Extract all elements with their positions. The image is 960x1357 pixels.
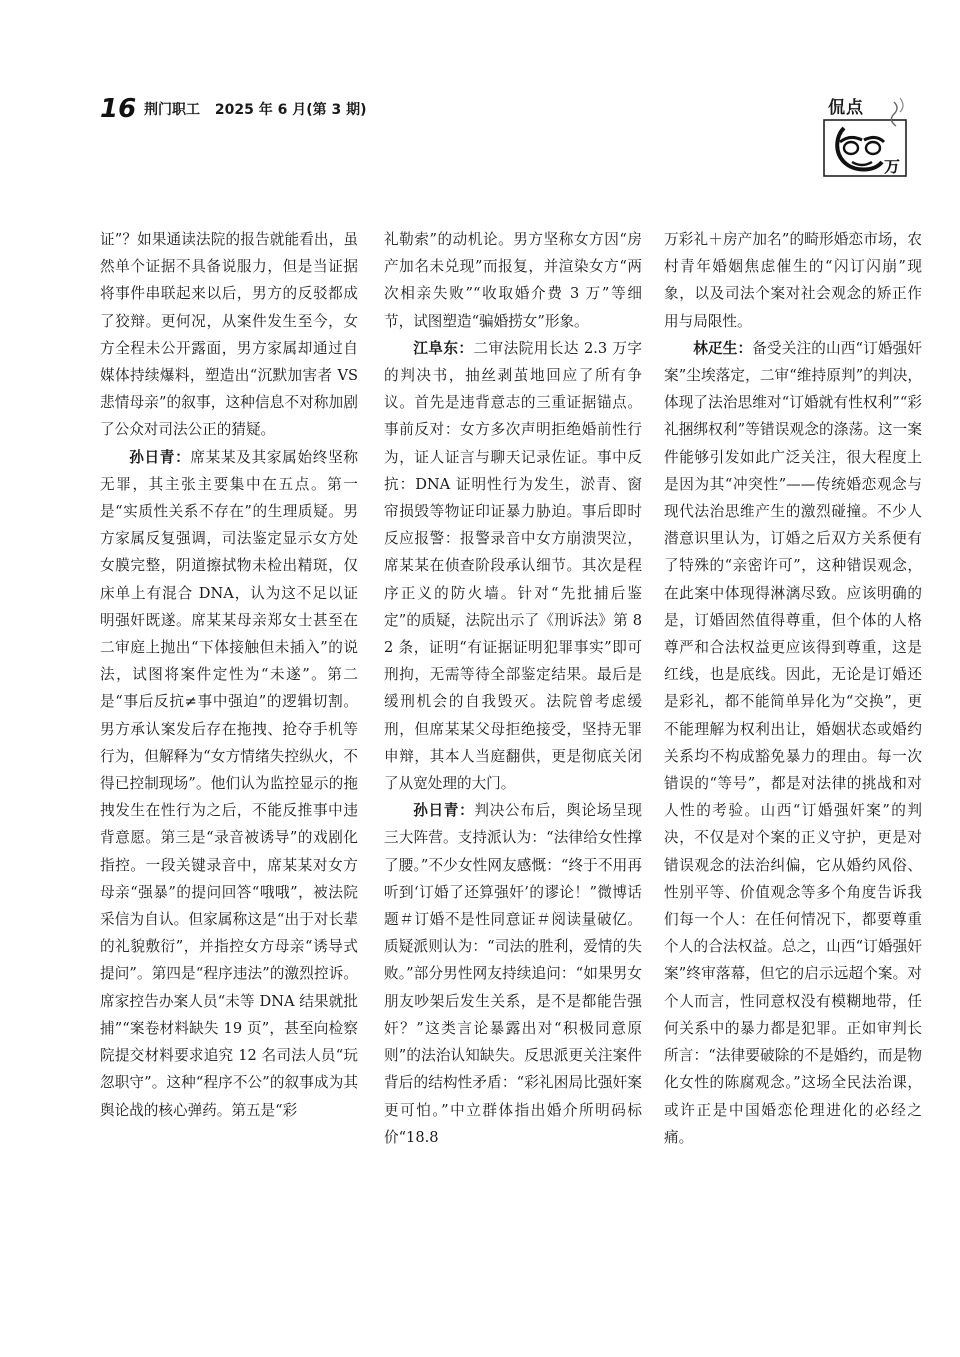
speaker-name: 孙日青： — [129, 448, 191, 466]
paragraph-text: 判决公布后，舆论场呈现三大阵营。支持派认为：“法律给女性撑了腰。”不少女性网友感慨：“终于不用再听到‘订婚了还算强奸’的谬论！”微博话题＃订婚不是性同意证＃阅读量破亿。质疑派则认为：“司法的胜利，爱情的失败。”部分男性网友持续追问：“如果男女朋友吵架后发生关系，是不是都能告强奸？”这类言论暴露出对“积极同意原则”的法治认知缺失。反思派更关注案件背后的结构性矛盾：“彩礼困局比强奸案更可怕。”中立群体指出婚介所明码标价“18.8 — [384, 802, 642, 1146]
paragraph-text: 证”？如果通读法院的报告就能看出，虽然单个证据不具备说服力，但是当证据将事件串联起来以后，男方的反驳都成了狡辩。更何况，从案件发生至今，女方全程未公开露面，男方家属却通过自媒体持续爆料，塑造出“沉默加害者 VS 悲情母亲”的叙事，这种信息不对称加剧了公众对司法公正的猜疑。 — [100, 231, 358, 439]
column-logo-text: 侃点 — [828, 98, 864, 118]
paragraph — [664, 335, 922, 1151]
publication-name: 荆门职工 — [144, 102, 200, 118]
paragraph-text: 备受关注的山西“订婚强奸案”尘埃落定，二审“维持原判”的判决，体现了法治思维对“订婚就有性权利”“彩礼捆绑权利”等错误观念的涤荡。这一案件能够引发如此广泛关注，很大程度上是因为其“冲突性”——传统婚恋观念与现代法治思维产生的激烈碰撞。不少人潜意识里认为，订婚之后双方关系便有了特殊的“亲密许可”，这种错误观念，在此案中体现得淋漓尽致。应该明确的是，订婚固然值得尊重，但个体的人格尊严和合法权益更应该得到尊重，这是红线，也是底线。因此，无论是订婚还是彩礼，都不能简单异化为“交换”，更不能理解为权利出让，婚姻状态或婚约关系均不构成豁免暴力的理由。每一次错误的“等号”，都是对法律的挑战和对人性的考验。山西“订婚强奸案”的判决，不仅是对个案的正义守护，更是对错误观念的法治纠偏，它从婚约风俗、性别平等、价值观念等多个角度告诉我们每一个人：在任何情况下，都要尊重个人的合法权益。总之，山西“订婚强奸案”终审落幕，但它的启示远超个案。对个人而言，性同意权没有模糊地带，任何关系中的暴力都是犯罪。正如审判长所言：“法律要破除的不是婚约，而是物化女性的陈腐观念。”这场全民法治课，或许正是中国婚恋伦理进化的必经之痛。 — [664, 339, 922, 1146]
text-column-2 — [384, 226, 642, 1151]
speaker-name: 林疋生： — [693, 339, 753, 357]
speaker-name: 孙日青： — [413, 802, 475, 820]
paragraph-text: 二审法院用长达 2.3 万字的判决书，抽丝剥茧地回应了所有争议。首先是违背意志的三重证据锚点。事前反对：女方多次声明拒绝婚前性行为，证人证言与聊天记录佐证。事中反抗：DNA 证明性行为发生，淤青、窗帘损毁等物证印证暴力胁迫。事后即时反应报警：报警录音中女方崩溃哭泣，席某某在侦查阶段承认细节。其次是程序正义的防火墙。针对“先批捕后鉴定”的质疑，法院出示了《刑诉法》第 82 条，证明“有证据证明犯罪事实”即可刑拘，无需等待全部鉴定结果。最后是缓刑机会的自我毁灭。法院曾考虑缓刑，但席某某父母拒绝接受，坚持无罪申辩，其本人当庭翻供，更是彻底关闭了从宽处理的大门。 — [384, 339, 642, 793]
speaker-name: 江阜东： — [413, 339, 474, 357]
paragraph — [664, 226, 922, 335]
paragraph — [100, 226, 358, 444]
page-number: 16 — [100, 94, 137, 124]
paragraph — [100, 444, 358, 1124]
paragraph — [384, 797, 642, 1151]
paragraph — [384, 335, 642, 797]
paragraph-text: 礼勒索”的动机论。男方坚称女方因“房产加名未兑现”而报复，并渲染女方“两次相亲失败”“收取婚介费 3 万”等细节，试图塑造“骗婚捞女”形象。 — [384, 231, 642, 330]
text-column-3 — [664, 226, 922, 1151]
paragraph-text: 席某某及其家属始终坚称无罪，其主张主要集中在五点。第一是“实质性关系不存在”的生理质疑。男方家属反复强调，司法鉴定显示女方处女膜完整，阴道擦拭物未检出精斑，仅床单上有混合 DNA，认为这不足以证明强奸既遂。席某某母亲郑女士甚至在二审庭上抛出“下体接触但未插入”的说法，试图将案件定性为“未遂”。第二是“事后反抗≠事中强迫”的逻辑切割。男方承认案发后存在拖拽、抢夺手机等行为，但解释为“女方情绪失控纵火，不得已控制现场”。他们认为监控显示的拖拽发生在性行为之后，不能反推事中违背意愿。第三是“录音被诱导”的戏剧化指控。一段关键录音中，席某某对女方母亲“强暴”的提问回答“哦哦”，被法院采信为自认。但家属称这是“出于对长辈的礼貌敷衍”，并指控女方母亲“诱导式提问”。第四是“程序违法”的激烈控诉。席家控告办案人员“未等 DNA 结果就批捕”“案卷材料缺失 19 页”，甚至向检察院提交材料要求追究 12 名司法人员“玩忽职守”。这种“程序不公”的叙事成为其舆论战的核心弹药。第五是“彩 — [100, 448, 358, 1119]
paragraph — [384, 226, 642, 335]
publication-line — [144, 99, 377, 121]
issue-date: 2025 年 6 月(第 3 期) — [214, 102, 367, 118]
svg-text:万: 万 — [884, 157, 901, 176]
text-column-1 — [100, 226, 358, 1124]
paragraph-text: 万彩礼＋房产加名”的畸形婚恋市场，农村青年婚姻焦虑催生的“闪订闪崩”现象，以及司法个案对社会观念的矫正作用与局限性。 — [664, 231, 922, 330]
column-logo — [822, 96, 908, 178]
page-header — [100, 92, 910, 132]
